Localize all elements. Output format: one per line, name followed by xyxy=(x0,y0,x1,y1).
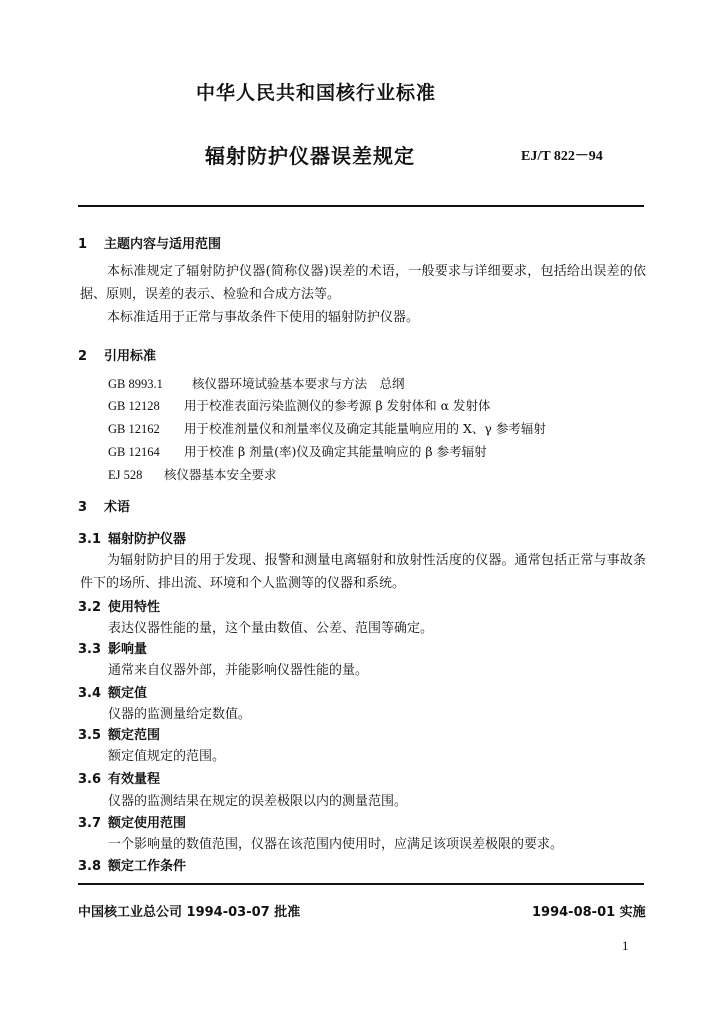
reference-code: GB 8993.1 xyxy=(108,377,163,391)
term-definition: 额定值规定的范围。 xyxy=(108,749,226,764)
term-title: 额定使用范围 xyxy=(108,816,187,831)
page-number: 1 xyxy=(622,938,629,953)
term-title: 有效量程 xyxy=(108,772,161,787)
issuer-heading: 中华人民共和国核行业标准 xyxy=(196,82,437,104)
term-number: 3.6 xyxy=(78,772,102,787)
footer-divider xyxy=(78,883,644,885)
term-heading xyxy=(78,768,160,787)
term-title: 额定范围 xyxy=(108,728,161,743)
section-number: 3 xyxy=(78,500,88,515)
term-number: 3.5 xyxy=(78,728,102,743)
section-number: 1 xyxy=(78,237,88,252)
term-heading xyxy=(78,724,160,743)
section-2-heading xyxy=(78,345,156,364)
term-title: 辐射防护仪器 xyxy=(108,532,187,547)
reference-code: GB 12128 xyxy=(108,399,160,413)
term-title: 影响量 xyxy=(108,642,148,657)
term-definition: 仪器的监测量给定数值。 xyxy=(108,707,252,722)
reference-item xyxy=(108,442,487,460)
term-definition: 通常来自仪器外部，并能影响仪器性能的量。 xyxy=(108,663,369,678)
section-1-paragraph-2: 本标准适用于正常与事故条件下使用的辐射防护仪器。 xyxy=(107,310,420,325)
section-title: 引用标准 xyxy=(104,349,157,364)
term-title: 额定工作条件 xyxy=(108,859,187,874)
section-title: 主题内容与适用范围 xyxy=(104,237,222,252)
reference-item xyxy=(108,374,405,392)
reference-code: GB 12162 xyxy=(108,422,160,436)
term-definition: 表达仪器性能的量，这个量由数值、公差、范围等确定。 xyxy=(108,621,434,636)
term-heading xyxy=(78,682,147,701)
term-heading xyxy=(78,812,186,831)
approval-line: 中国核工业总公司 1994-03-07 批准 xyxy=(78,905,301,920)
reference-title: 用于校准剂量仪和剂量率仪及确定其能量响应用的 X、γ 参考辐射 xyxy=(184,421,546,436)
reference-item xyxy=(108,396,491,414)
document-title: 辐射防护仪器误差规定 xyxy=(205,144,415,168)
reference-title: 用于校准 β 剂量(率)仪及确定其能量响应的 β 参考辐射 xyxy=(184,444,487,459)
term-number: 3.2 xyxy=(78,600,102,615)
reference-code: GB 12164 xyxy=(108,445,160,459)
term-definition: 一个影响量的数值范围，仪器在该范围内使用时，应满足该项误差极限的要求。 xyxy=(108,837,564,852)
section-1-paragraph-1: 本标准规定了辐射防护仪器(简称仪器)误差的术语，一般要求与详细要求，包括给出误差的依据、原则，误差的表示、检验和合成方法等。 xyxy=(80,264,646,302)
term-number: 3.7 xyxy=(78,816,102,831)
term-number: 3.8 xyxy=(78,859,102,874)
term-heading xyxy=(78,596,160,615)
term-heading xyxy=(78,855,186,874)
standard-code: EJ/T 822－94 xyxy=(521,149,603,164)
effective-date: 1994-08-01 实施 xyxy=(532,905,646,920)
reference-item xyxy=(108,419,546,437)
section-number: 2 xyxy=(78,349,88,364)
term-number: 3.1 xyxy=(78,532,102,547)
section-1-heading xyxy=(78,233,221,252)
term-title: 额定值 xyxy=(108,686,148,701)
section-3-heading xyxy=(78,496,130,515)
term-number: 3.3 xyxy=(78,642,102,657)
section-title: 术语 xyxy=(104,500,131,515)
reference-title: 用于校准表面污染监测仪的参考源 β 发射体和 α 发射体 xyxy=(184,398,491,413)
reference-item xyxy=(108,465,277,483)
reference-title: 核仪器基本安全要求 xyxy=(164,467,277,482)
header-divider xyxy=(78,205,644,207)
term-definition: 仪器的监测结果在规定的误差极限以内的测量范围。 xyxy=(108,794,408,809)
reference-code: EJ 528 xyxy=(108,468,143,482)
term-definition: 为辐射防护目的用于发现、报警和测量电离辐射和放射性活度的仪器。通常包括正常与事故条件下的场所、排出流、环境和个人监测等的仪器和系统。 xyxy=(80,553,646,591)
reference-title: 核仪器环境试验基本要求与方法 总纲 xyxy=(192,376,405,391)
term-heading xyxy=(78,528,186,547)
term-heading xyxy=(78,638,147,657)
term-title: 使用特性 xyxy=(108,600,161,615)
term-number: 3.4 xyxy=(78,686,102,701)
